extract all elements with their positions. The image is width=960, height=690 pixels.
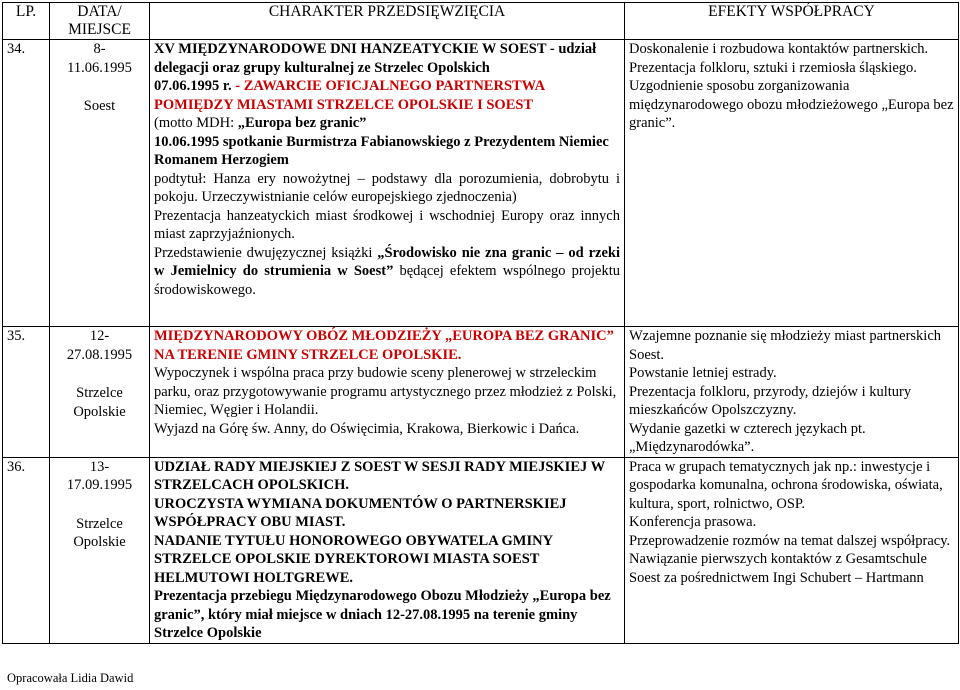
effect-item: Doskonalenie i rozbudowa kontaktów partnerskich. — [629, 41, 929, 57]
effect-item: Powstanie letniej estrady. — [629, 365, 777, 381]
place: Opolskie — [73, 534, 126, 550]
place: Strzelce — [76, 515, 123, 532]
effect-item: Prezentacja folkloru, sztuki i rzemiosła śląskiego. — [629, 59, 917, 76]
date-end: 17.09.1995 — [66, 477, 133, 493]
row-character — [150, 40, 625, 327]
row-effects — [625, 327, 959, 458]
place: Strzelce — [76, 385, 123, 401]
char-paragraph: UDZIAŁ RADY MIEJSKIEJ Z SOEST W SESJI RADY MIEJSKIEJ W STRZELCACH OPOLSKICH. — [154, 458, 605, 493]
effect-item: Konferencja prasowa. — [629, 514, 757, 530]
char-paragraph — [154, 77, 620, 114]
row-effects — [625, 40, 959, 327]
effect-item: Praca w grupach tematycznych jak np.: inwestycje i gospodarka komunalna, ochrona środowiska, oświata, kultura, sport, rolnictwo, OSP. — [629, 458, 943, 512]
row-character — [150, 327, 625, 458]
char-book-title: „Środowisko nie zna granic – od rzeki w Jemielnicy do strumienia w Soest” — [154, 244, 620, 279]
row-lp: 35. — [3, 327, 50, 458]
char-text: Przedstawienie dwujęzycznej książki — [154, 244, 378, 261]
effect-item: Wydanie gazetki w czterech językach pt. „Międzynarodówka”. — [629, 420, 866, 455]
date-end: 11.06.1995 — [67, 59, 132, 76]
char-date: 07.06.1995 r. — [154, 78, 232, 94]
char-motto: „Europa bez granic” — [237, 115, 367, 131]
header-date: DATA/ MIEJSCE — [50, 3, 150, 40]
row-character — [150, 457, 625, 643]
row-lp: 34. — [3, 40, 50, 327]
char-paragraph: Prezentacja przebiegu Międzynarodowego Obozu Młodzieży „Europa bez granic”, który miał miejsce w dniach 12-27.08.1995 na terenie gminy Strzelce Opolskie — [154, 588, 611, 641]
char-paragraph — [154, 244, 620, 300]
char-paragraph: Prezentacja hanzeatyckich miast środkowej i wschodniej Europy oraz innych miast zaprzyjaźnionych. — [154, 207, 620, 242]
table-row — [3, 457, 959, 643]
row-effects — [625, 457, 959, 643]
char-paragraph: 10.06.1995 spotkanie Burmistrza Fabianowskiego z Prezydentem Niemiec Romanem Herzogiem — [154, 133, 609, 168]
date-end: 27.08.1995 — [66, 346, 133, 363]
char-paragraph: MIĘDZYNARODOWY OBÓZ MŁODZIEŻY „EUROPA BEZ GRANIC” NA TERENIE GMINY STRZELCE OPOLSKIE. — [154, 328, 614, 363]
char-paragraph: UROCZYSTA WYMIANA DOKUMENTÓW O PARTNERSKIEJ WSPÓŁPRACY OBU MIAST. — [154, 495, 567, 530]
char-text: będącej efektem wspólnego projektu środowiskowego. — [154, 263, 620, 298]
place: Soest — [83, 98, 116, 114]
footer-author: Opracowała Lidia Dawid — [7, 671, 134, 685]
char-highlight: - ZAWARCIE OFICJALNEGO PARTNERSTWA POMIĘDZY MIASTAMI STRZELCE OPOLSKIE I SOEST — [154, 78, 545, 113]
row-date — [50, 457, 150, 643]
char-paragraph: NADANIE TYTUŁU HONOROWEGO OBYWATELA GMINY STRZELCE OPOLSKIE DYREKTOROWI MIASTA SOEST HELMUTOWI HOLTGREWE. — [154, 532, 553, 586]
effect-item: Przeprowadzenie rozmów na temat dalszej współpracy. — [629, 532, 951, 549]
char-paragraph: Wypoczynek i wspólna praca przy budowie sceny plenerowej w strzeleckim parku, oraz przygotowywanie programu artystycznego przez młodzież z Polski, Niemiec, Węgier i Holandii. — [154, 365, 617, 418]
char-paragraph: podtytuł: Hanza ery nowożytnej – podstawy dla porozumienia, dobrobytu i pokoju. Urzeczywistnianie celów europejskiego zjednoczenia) — [154, 170, 620, 205]
place: Opolskie — [73, 403, 126, 420]
row-date — [50, 327, 150, 458]
effect-item: Wzajemne poznanie się młodzieży miast partnerskich Soest. — [629, 328, 942, 363]
table-header-row — [3, 3, 959, 40]
char-paragraph — [154, 114, 620, 133]
effect-item: Nawiązanie pierwszych kontaktów z Gesamtschule Soest za pośrednictwem Ingi Schubert – Hartmann — [629, 551, 927, 586]
header-character: CHARAKTER PRZEDSIĘWZIĘCIA — [150, 3, 625, 40]
header-lp: LP. — [3, 3, 50, 40]
effect-item: Prezentacja folkloru, przyrody, dziejów i kultury mieszkańców Opolszczyzny. — [629, 383, 912, 418]
events-table — [2, 2, 959, 644]
char-paragraph: Wyjazd na Górę św. Anny, do Oświęcimia, Krakowa, Bierkowic i Dańca. — [154, 420, 580, 437]
table-row — [3, 327, 959, 458]
header-effects: EFEKTY WSPÓŁPRACY — [625, 3, 959, 40]
char-text: (motto MDH: — [154, 115, 238, 131]
date-start: 8- — [93, 41, 106, 57]
date-start: 12- — [89, 328, 110, 344]
row-date — [50, 40, 150, 327]
date-start: 13- — [89, 458, 110, 475]
table-row — [3, 40, 959, 327]
char-paragraph: XV MIĘDZYNARODOWE DNI HANZEATYCKIE W SOEST - udział delegacji oraz grupy kulturalnej ze Strzelec Opolskich — [154, 41, 597, 76]
row-lp: 36. — [3, 457, 50, 643]
effect-item: Uzgodnienie sposobu zorganizowania międzynarodowego obozu młodzieżowego „Europa bez granic”. — [629, 78, 954, 131]
